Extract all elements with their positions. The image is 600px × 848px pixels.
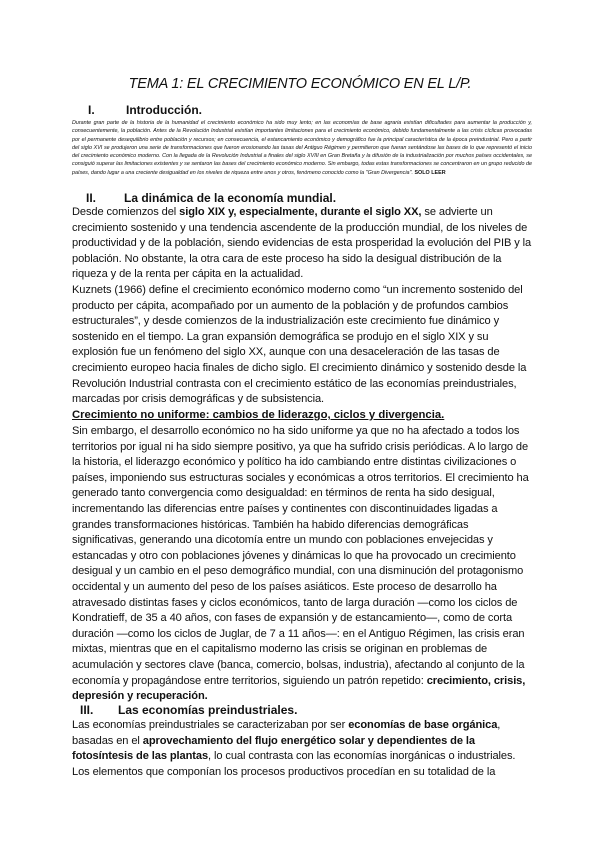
paragraph-siglo-xix bbox=[72, 205, 532, 283]
paragraph-bold: aprovechamiento del flujo energético solar y dependientes de la fotosíntesis de las plantas bbox=[72, 734, 475, 763]
paragraph-crecimiento-no-uniforme bbox=[72, 424, 532, 705]
paragraph-text: , lo cual contrasta con las economías inorgánicas o industriales. Los elementos que componían los procesos productivos procedían en su totalidad de la bbox=[72, 750, 516, 778]
paragraph-kuznets: Kuznets (1966) define el crecimiento económico moderno como “un incremento sostenido del producto per cápita, acompañado por un aumento de la población y de profundos cambios estructurales”, y desde comienzos de la industrialización este crecimiento fue dinámico y sostenido en el tiempo. La gran expansión demográfica se produjo en el siglo XIX y su explosión fue un fenómeno del siglo XX, aunque con una desaceleración de las tasas de crecimiento europeo hacia finales de dicho siglo. El crecimiento dinámico y sostenido desde la Revolución Industrial contrasta con el crecimiento estático de las economías preindustriales, marcadas por crisis demográficas y de subsistencia. bbox=[72, 284, 527, 406]
paragraph-text: Las economías preindustriales se caracterizaban por ser bbox=[72, 719, 349, 731]
section-title: La dinámica de la economía mundial. bbox=[124, 191, 337, 205]
document-title: TEMA 1: EL CRECIMIENTO ECONÓMICO EN EL L/P. bbox=[128, 76, 472, 92]
section-number: I. bbox=[88, 103, 95, 117]
section-title: Las economías preindustriales. bbox=[118, 703, 298, 717]
paragraph-text: Sin embargo, el desarrollo económico no ha sido uniforme ya que no ha afectado a todos los territorios por igual ni ha sido siempre positivo, ya que ha sufrido crisis periódicas. A lo largo de la historia, el liderazgo económico y político ha ido cambiando entre distintas civilizaciones o países, imponiendo sus estructuras sociales y económicas a otros territorios. El crecimiento ha generado tanto convergencia como desigualdad: en términos de renta ha sido desigual, incrementando las diferencias entre países y continentes con discontinuidades ligadas a grandes transformaciones históricas. También ha habido diferencias demográficas significativas, generando una dicotomía entre un mundo con poblaciones envejecidas y estancadas y otro con poblaciones jóvenes y dinámicas lo que ha provocado un crecimiento desigual y un cambio en el peso demográfico mundial, con una disminución del protagonismo occidental y un aumento del peso de los países asiáticos. Este proceso de desarrollo ha atravesado distintas fases y ciclos económicos, tanto de larga duración —como los ciclos de Kondratieff, de 35 a 40 años, con fases de expansión y de estancamiento—, como de corta duración —como los ciclos de Juglar, de 7 a 11 años—: en el Antiguo Régimen, las crisis eran mixtas, mientras que en el capitalismo moderno las crisis se originan en problemas de acumulación y sectores clave (banca, comercio, bolsas, industria), afectando al conjunto de la economía y propagándose entre territorios, siguiendo un patrón repetido: bbox=[72, 425, 529, 687]
section-number: II. bbox=[86, 191, 97, 205]
paragraph-text: , basadas en el bbox=[72, 719, 501, 747]
paragraph-text: Desde comienzos del bbox=[72, 206, 180, 218]
section-heading-preindustriales bbox=[80, 703, 297, 717]
paragraph-bold: crecimiento, crisis, depresión y recuperación. bbox=[72, 674, 526, 703]
paragraph-preindustriales bbox=[72, 718, 532, 780]
paragraph-text: se advierte un crecimiento sostenido y una tendencia ascendente de la producción mundial, de los niveles de productividad y de la población, siendo evidencias de esta prosperidad la evolución del PIB y la población. No obstante, la otra cara de este proceso ha sido la desigual distribución de la riqueza y de la renta per cápita en la actualidad. bbox=[72, 206, 532, 281]
paragraph-bold: siglo XIX y, especialmente, durante el siglo XX, bbox=[179, 206, 422, 218]
read-only-tag: SOLO LEER bbox=[414, 169, 446, 176]
paragraph-bold: economías de base orgánica bbox=[348, 719, 498, 731]
intro-paragraph bbox=[72, 119, 532, 177]
section-title: Introducción. bbox=[126, 103, 202, 117]
section-heading-dinamica bbox=[86, 191, 336, 205]
section-heading-introduccion bbox=[88, 103, 202, 117]
subheading-crecimiento-no-uniforme: Crecimiento no uniforme: cambios de liderazgo, ciclos y divergencia. bbox=[72, 409, 445, 421]
intro-text: Durante gran parte de la historia de la humanidad el crecimiento económico ha sido muy lento; en las economías de base agraria existían dificultades para aumentar la producción y, consecuentemente, la población. Antes de la Revolución Industrial existían importantes limitaciones para el crecimiento económico, debido fundamentalmente a las crisis cíclicas provocadas por el permanente desequilibrio entre población y recursos; en consecuencia, el estancamiento económico y demográfico fue la principal característica de la época preindustrial. Pero a partir del siglo XVI se produjeron una serie de transformaciones que fueron erosionando las tasas del Antiguo Régimen y permitieron que fueran sentándose las bases de lo que representó el inicio del crecimiento económico moderno. Con la llegada de la Revolución Industrial a finales del siglo XVIII en Gran Bretaña y la difusión de la industrialización por muchos países occidentales, se consiguió superar las limitaciones existentes y se sentaron las bases del crecimiento económico moderno. Sin embargo, todas estas transformaciones se concentraron en un grupo reducido de países, dando lugar a una creciente desigualdad en los niveles de riqueza entre unos y otros, fenómeno conocido como la "Gran Divergencia". bbox=[72, 120, 532, 176]
section-number: III. bbox=[80, 703, 94, 717]
